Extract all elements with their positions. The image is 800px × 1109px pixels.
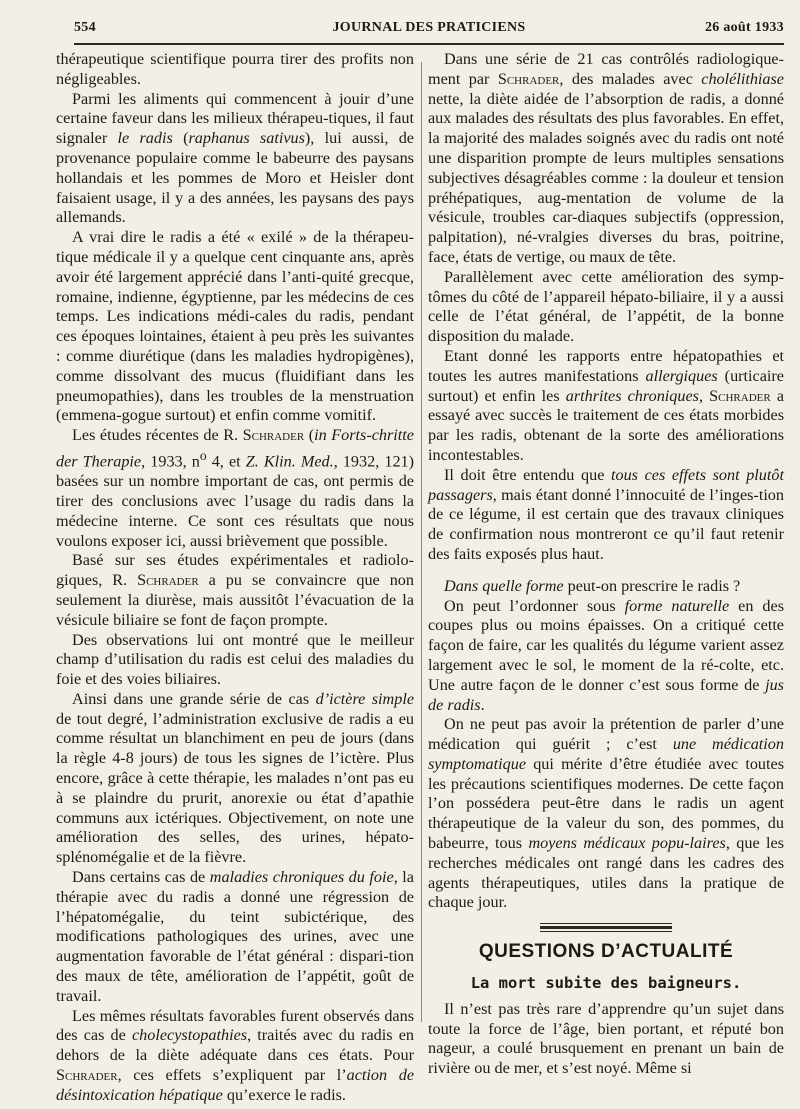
paragraph: On peut l’ordonner sous forme naturelle en des coupes plus ou moins épaisses. On a critiqué cette façon de faire, car les qualités du légume varient assez largement avec le sol, le moment de la ré-colte, etc. Une autre façon de le donner c’est sous forme de jus de radis.: [428, 596, 785, 714]
paragraph: Les mêmes résultats favorables furent observés dans des cas de cholecystopathies, traités avec du radis en dehors de la diète adéquate dans ces états. Pour Schrader, ces effets s’expliquent par l’action de désintoxication hépatique qu’exerce le radis.: [56, 1006, 414, 1104]
paragraph: Parmi les aliments qui commencent à jouir d’une certaine faveur dans les milieux thérapeu-tiques, il faut signaler le radis (raphanus sativus), lui aussi, de provenance populaire comme le babeurre des paysans hollandais et les pommes de Moro et Heisler dont faisaient usage, il y a des années, les paysans des pays allemands.: [56, 89, 414, 227]
page-number: 554: [74, 20, 96, 35]
paragraph: Il n’est pas très rare d’apprendre qu’un sujet dans toute la force de l’âge, bien portant, et réputé bon nageur, a coulé brusquement en prenant un bain de rivière ou de mer, et s’est noyé. Même si: [428, 999, 784, 1078]
paragraph: Des observations lui ont montré que le meilleur champ d’utilisation du radis est celui des maladies du foie et des voies biliaires.: [56, 630, 414, 689]
column-divider: [421, 62, 422, 1022]
paragraph: On ne peut pas avoir la prétention de parler d’une médication qui guérit ; c’est une médication symptomatique qui mérite d’être étudiée avec toutes les précautions scientifiques modernes. De cette façon l’on possédera peut-être dans le radis un agent thérapeutique de la valeur du son, des pommes, du babeurre, tous moyens médicaux popu-laires, que les recherches médicales ont rangé dans les cadres des agents thérapeutiques, utiles dans la pratique de chaque jour.: [428, 715, 785, 912]
right-column-top: [428, 50, 784, 565]
paragraph: thérapeutique scientifique pourra tirer des profits non négligeables.: [56, 50, 414, 88]
journal-title: JOURNAL DES PRATICIENS: [332, 20, 526, 35]
paragraph: Parallèlement avec cette amélioration des symp-tômes du côté de l’appareil hépato-biliaire, il y a aussi celle de l’état général, de l’appétit, de la bonne disposition du malade.: [428, 267, 784, 346]
issue-date: 26 août 1933: [704, 20, 784, 35]
paragraph: Etant donné les rapports entre hépatopathies et toutes les autres manifestations allergiques (urticaire surtout) et enfin les arthrites chroniques, Schrader a essayé avec succès le traitement de ces états morbides par les radis, obtenant de la sorte des améliorations incontestables.: [428, 346, 785, 464]
header-rule: [74, 43, 784, 45]
right-column-bottom: [428, 1000, 784, 1079]
paragraph: Les études récentes de R. Schrader (in Forts-chritte der Therapie, 1933, $n^o$ 4, et Z. Klin. Med., 1932, 121) basées sur un nombre important de cas, ont permis de tirer des conclusions avec l’usage du radis dans la médecine interne. Ce sont ces résultats que nous voulons exposer ici, aussi brièvement que possible.: [56, 426, 415, 550]
paragraph: Basé sur ses études expérimentales et radiolo-giques, R. Schrader a pu se convaincre que non seulement la diurèse, mais aussitôt l’évacuation de la vésicule biliaire se font de façon prompte.: [56, 551, 414, 629]
section-heading: QUESTIONS D’ACTUALITÉ: [478, 941, 734, 963]
running-header: [74, 20, 784, 42]
paragraph: Dans certains cas de maladies chroniques du foie, la thérapie avec du radis a donné une régression de l’hépatomégalie, du teint subictérique, des modifications pathologiques des urines, avec une augmentation favorable de l’état général : dispari-tion des maux de tête, amélioration de l’appétit, goût de travail.: [56, 868, 414, 1005]
paragraph: A vrai dire le radis a été « exilé » de la thérapeu-tique médicale il y a quelque cent cinquante ans, après avoir été largement apprécié dans l’anti-quité grecque, romaine, indienne, égyptienne, par les médecins de ces temps. Les indications médi-cales du radis, pendant ces époques lointaines, étaient à peu près les suivantes : comme diurétique (dans les maladies hydropigènes), comme dissolvant des mucus (fluidifiant dans les pneumopathies), dans les troubles de la menstruation (emmena-gogue surtout) et enfin comme vomitif.: [56, 228, 414, 425]
paragraph-gap: [428, 565, 784, 577]
left-column: [56, 50, 414, 1106]
paragraph: Il doit être entendu que tous ces effets sont plutôt passagers, mais étant donné l’innocuité de l’inges-tion de ce légume, il est certain que des travaux cliniques de confirmation nous montreront ce qu’il faut retenir des faits exposés plus haut.: [428, 465, 784, 563]
section-ornament: [540, 923, 672, 932]
paragraph: Dans une série de 21 cas contrôlés radiologique-ment par Schrader, des malades avec cholélithiase nette, la diète aidée de l’absorption de radis, a donné aux malades des résultats des plus favorables. En effet, la majorité des malades soignés avec du radis ont noté une disparition prompte de leurs multiples sensations subjectives désagréables comme : la douleur et tension préhépatiques, aug-mentation de volume de la vésicule, troubles car-diaques subjectifs (oppression, palpitation), né-vralgies diverses du bras, poitrine, face, états de vertige, ou maux de tête.: [428, 50, 784, 266]
article-title: La mort subite des baigneurs.: [470, 974, 742, 993]
paragraph: Ainsi dans une grande série de cas d’ictère simple de tout degré, l’administration exclusive de radis a eu comme résultat un blanchiment en peu de jours (dans la règle 4-8 jours) de tous les signes de l’ictère. Plus encore, grâce à cette thérapie, les malades n’ont pas eu à se plaindre du prurit, anorexie ou état d’apathie communs aux ictériques. Objectivement, on note une amélioration des selles, des urines, hépato-splénomégalie et de la fièvre.: [56, 689, 415, 867]
right-column: [428, 50, 784, 1079]
paragraph: Dans quelle forme peut-on prescrire le radis ?: [444, 576, 741, 595]
right-column-middle: [428, 577, 784, 914]
